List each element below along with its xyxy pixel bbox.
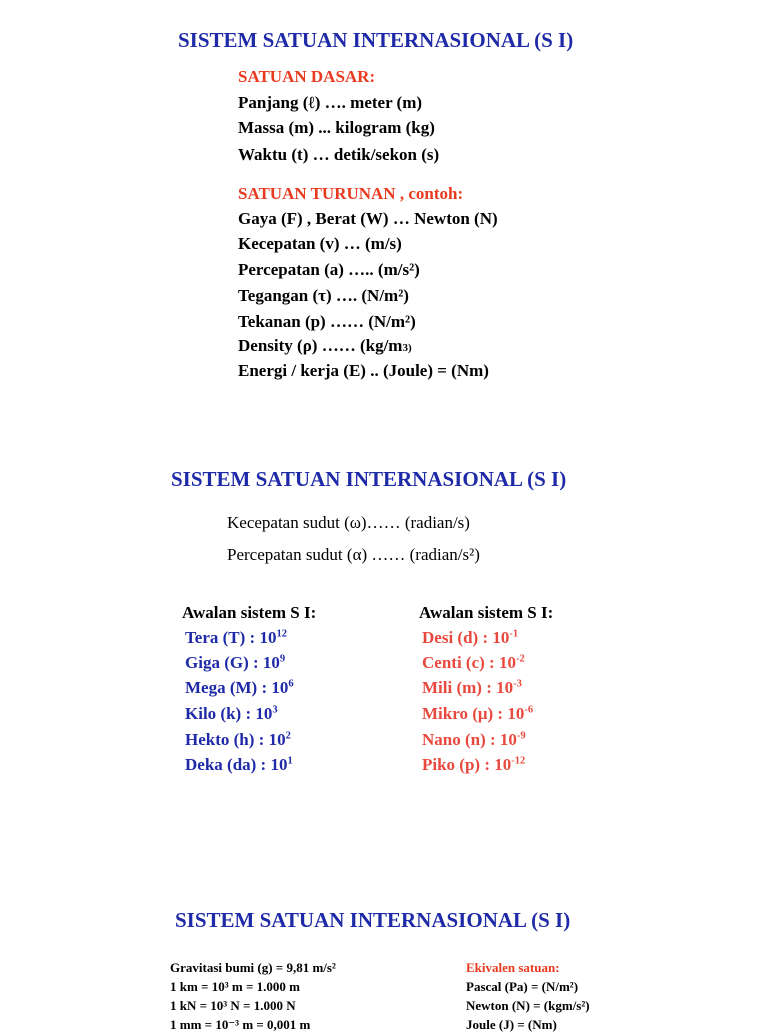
prefix-name: Giga (G) : 10 <box>185 653 280 672</box>
prefix-exponent: 6 <box>288 678 294 690</box>
satuan-turunan-item: Energi / kerja (E) .. (Joule) = (Nm) <box>238 361 489 380</box>
prefix-exponent: 12 <box>276 628 287 640</box>
satuan-dasar-item: Massa (m) ... kilogram (kg) <box>238 118 435 137</box>
prefix-exponent: -1 <box>509 628 519 640</box>
prefix-name: Nano (n) : 10 <box>422 730 517 749</box>
kecepatan-sudut: Kecepatan sudut (ω)…… (radian/s) <box>227 513 470 532</box>
satuan-turunan-item: Gaya (F) , Berat (W) … Newton (N) <box>238 209 498 228</box>
prefix-name: Tera (T) : 10 <box>185 628 277 647</box>
satuan-turunan-item: Tegangan (τ) …. (N/m²) <box>238 286 409 305</box>
prefix-right-item <box>422 653 525 673</box>
ekivalen-line: Joule (J) = (Nm) <box>466 1017 557 1032</box>
konversi-line: 1 mm = 10⁻³ m = 0,001 m <box>170 1017 311 1032</box>
prefix-left-item <box>185 653 285 673</box>
prefix-right-item <box>422 755 525 775</box>
prefix-name: Piko (p) : 10 <box>422 755 512 774</box>
satuan-dasar-item: Waktu (t) … detik/sekon (s) <box>238 145 440 164</box>
prefix-exponent: -3 <box>513 678 522 690</box>
awalan-right-heading: Awalan sistem S I: <box>419 603 554 622</box>
prefix-left-item <box>185 704 278 724</box>
prefix-exponent: -2 <box>515 653 525 665</box>
satuan-turunan-item: Kecepatan (v) … (m/s) <box>238 234 402 253</box>
prefix-name: Mikro (μ) : 10 <box>422 704 525 723</box>
prefix-name: Centi (c) : 10 <box>422 653 516 672</box>
ekivalen-heading: Ekivalen satuan: <box>466 960 560 975</box>
section2-title: SISTEM SATUAN INTERNASIONAL (S I) <box>171 467 567 491</box>
satuan-dasar-item: Panjang (ℓ) …. meter (m) <box>238 93 423 112</box>
prefix-right-item <box>422 678 522 698</box>
prefix-exponent: 1 <box>287 755 293 767</box>
prefix-left-item <box>185 755 293 775</box>
prefix-exponent: -6 <box>524 704 534 716</box>
prefix-left-item <box>185 730 291 750</box>
prefix-name: Hekto (h) : 10 <box>185 730 286 749</box>
prefix-name: Mili (m) : 10 <box>422 678 514 697</box>
density-text: Density (ρ) …… (kg/m <box>238 336 403 355</box>
prefix-exponent: 9 <box>279 653 286 665</box>
percepatan-sudut: Percepatan sudut (α) …… (radian/s²) <box>227 545 480 564</box>
prefix-left-item <box>185 678 294 698</box>
satuan-turunan-heading: SATUAN TURUNAN , contoh: <box>238 184 464 203</box>
prefix-exponent: -12 <box>511 755 526 767</box>
satuan-turunan-item: Percepatan (a) ….. (m/s²) <box>238 260 420 279</box>
section1-title: SISTEM SATUAN INTERNASIONAL (S I) <box>178 28 574 52</box>
satuan-turunan-item <box>238 336 412 356</box>
konversi-line: Gravitasi bumi (g) = 9,81 m/s² <box>170 960 336 975</box>
awalan-left-heading: Awalan sistem S I: <box>182 603 317 622</box>
prefix-right-item <box>422 628 518 648</box>
ekivalen-line: Newton (N) = (kgm/s²) <box>466 998 590 1013</box>
prefix-right-item <box>422 730 526 750</box>
satuan-dasar-heading: SATUAN DASAR: <box>238 67 376 86</box>
section3-title: SISTEM SATUAN INTERNASIONAL (S I) <box>175 908 571 932</box>
prefix-name: Deka (da) : 10 <box>185 755 288 774</box>
prefix-exponent: 3 <box>272 704 278 716</box>
prefix-left-item <box>185 628 287 648</box>
ekivalen-line: Pascal (Pa) = (N/m²) <box>466 979 579 994</box>
prefix-exponent: 2 <box>285 730 291 742</box>
density-subscript: 3) <box>402 342 412 354</box>
prefix-exponent: -9 <box>516 730 526 742</box>
prefix-name: Kilo (k) : 10 <box>185 704 273 723</box>
satuan-turunan-item: Tekanan (p) …… (N/m²) <box>238 312 416 331</box>
konversi-line: 1 km = 10³ m = 1.000 m <box>170 979 300 994</box>
prefix-right-item <box>422 704 533 724</box>
prefix-name: Desi (d) : 10 <box>422 628 510 647</box>
prefix-name: Mega (M) : 10 <box>185 678 289 697</box>
konversi-line: 1 kN = 10³ N = 1.000 N <box>170 998 296 1013</box>
